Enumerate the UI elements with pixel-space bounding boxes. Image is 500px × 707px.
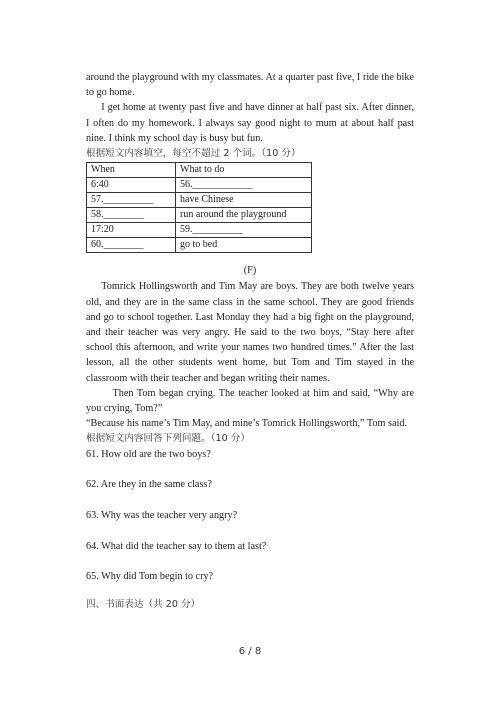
table-cell: 17:20 [87,223,176,238]
table-cell: 58.________ [87,208,176,223]
table-row [87,193,312,208]
question-65: 65. Why did Tom begin to cry? [86,571,214,583]
table-cell: have Chinese [176,193,312,208]
passage-e-continued: around the playground with my classmates. At a quarter past five, I ride the bike to go home. [86,72,414,99]
table-header-row [87,163,312,178]
page-number: 6 / 8 [238,646,262,657]
table-cell: 56.____________ [176,178,312,193]
question-64: 64. What did the teacher say to them at last? [86,540,267,552]
table-row [87,238,312,253]
passage-f-title: (F) [243,265,257,277]
table-row [87,208,312,223]
table-cell: 60.________ [87,238,176,253]
table-row [87,223,312,238]
table-cell: 57.__________ [87,193,176,208]
table-instruction: 根据短文内容填空，每空不超过 2 个词。（10 分） [86,148,301,160]
table-cell: 59.__________ [176,223,312,238]
fill-in-table [86,162,312,253]
table-header-what: What to do [176,163,312,178]
section-four-heading: 四、书面表达（共 20 分） [86,598,201,610]
table-header-when: When [87,163,176,178]
passage-f-paragraph-1: Tomrick Hollingsworth and Tim May are boys. They are both twelve years old, and they are in the same class in the same school. They are good friends and go to school together. Last Monday they had a big fight on the playground, and their teacher was very angry. He said to the two boys, “Stay here after school this afternoon, and write your names two hundred times.” After the last lesson, all the other students went home, but Tom and Tim stayed in the classroom with their teacher and began writing their names. [86,281,414,384]
question-62: 62. Are they in the same class? [86,479,212,491]
page-content [86,70,414,612]
questions-instruction: 根据短文内容回答下列问题。（10 分） [86,433,250,445]
question-63: 63. Why was the teacher very angry? [86,510,238,522]
passage-f-paragraph-2: Then Tom began crying. The teacher looked at him and said, “Why are you crying, Tom?” [86,387,414,415]
question-61: 61. How old are the two boys? [86,448,211,460]
passage-f-paragraph-3: “Because his name’s Tim May, and mine’s Tomrick Hollingsworth,” Tom said. [86,418,407,430]
table-cell: go to bed [176,238,312,253]
passage-e-paragraph: I get home at twenty past five and have dinner at half past six. After dinner, I often do my homework. I always say good night to mum at about half past nine. I think my school day is busy but fun. [86,102,414,144]
table-row [87,178,312,193]
table-cell: 6:40 [87,178,176,193]
table-cell: run around the playground [176,208,312,223]
